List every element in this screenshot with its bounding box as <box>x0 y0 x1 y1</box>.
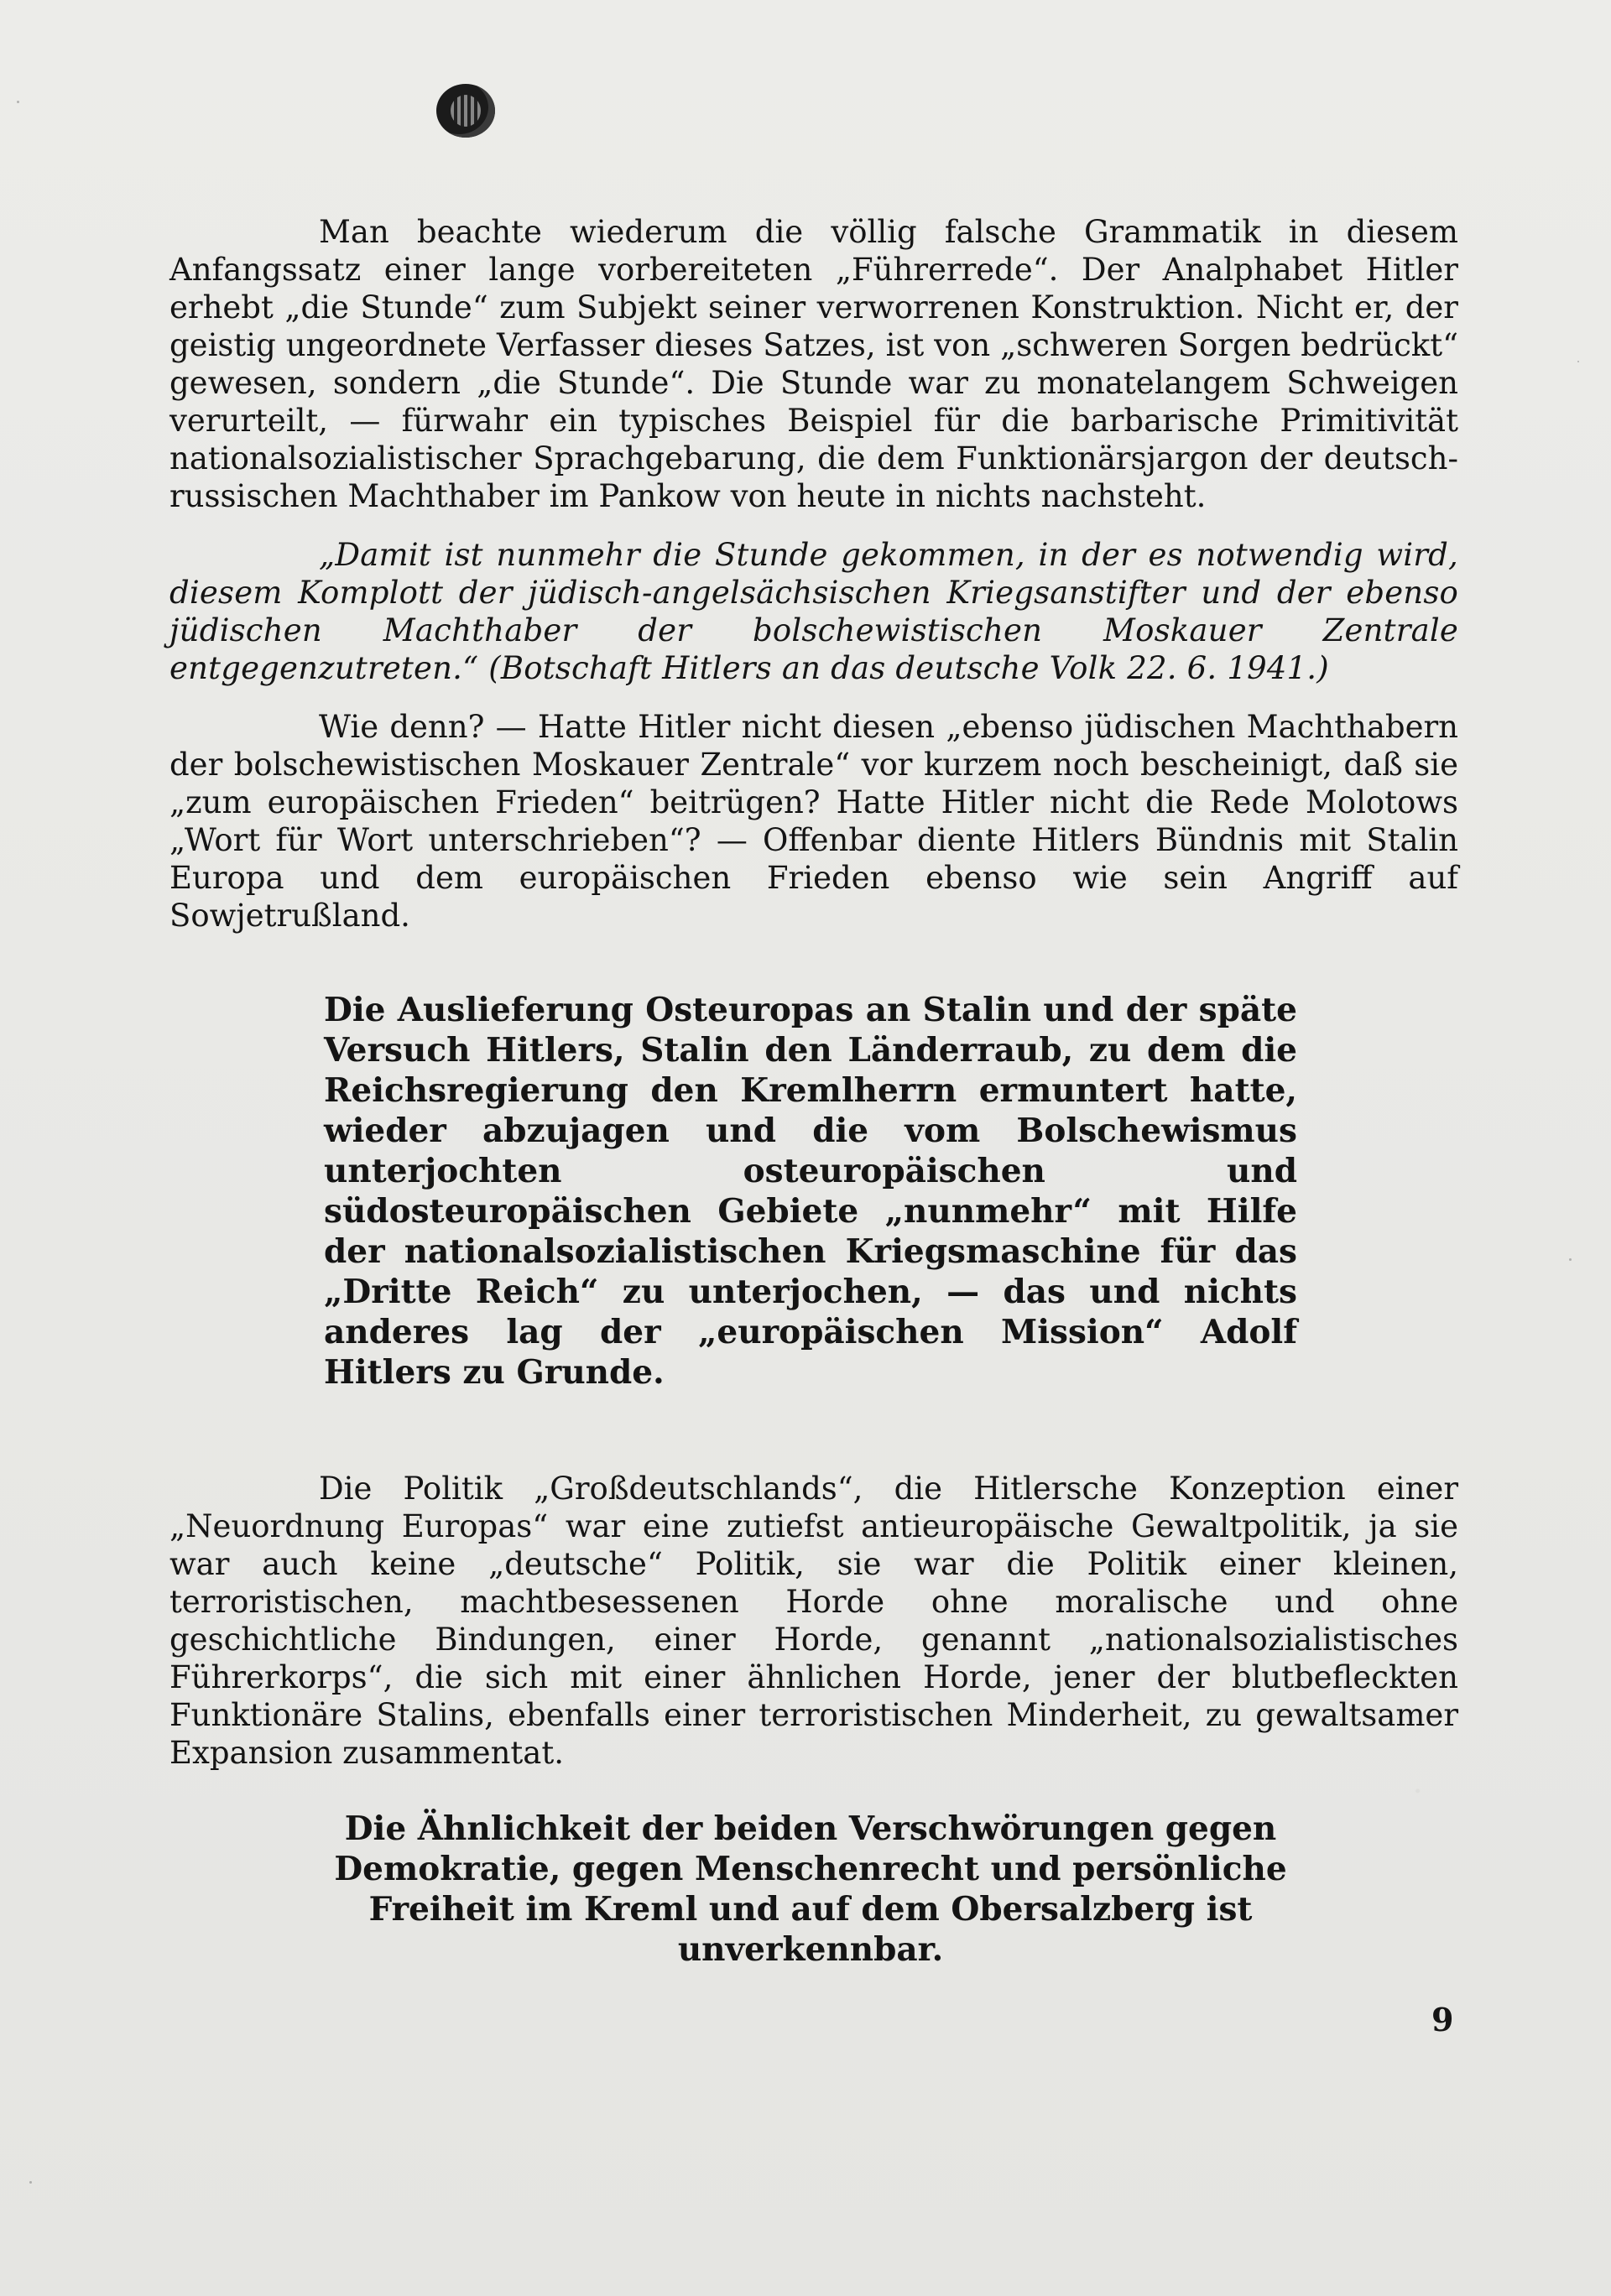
paper-speck <box>1569 1258 1572 1261</box>
paper-speck <box>1577 361 1579 362</box>
paper-speck <box>29 2181 32 2184</box>
document-body <box>169 213 1458 2002</box>
bold-paragraph-1: Die Auslieferung Osteuropas an Stalin und der späte Versuch Hitlers, Stalin den Länderraub, zu dem die Reichsregierung den Kremlherrn ermuntert hatte, wieder abzujagen und die vom Bolschewismus unterjochten osteuropäischen und südosteuropäischen Gebiete „nunmehr“ mit Hilfe der nationalsozialistischen Kriegsmaschine für das „Dritte Reich“ zu unterjochen, — das und nichts anderes lag der „europäischen Mission“ Adolf Hitlers zu Grunde. <box>324 991 1297 1392</box>
paper-speck <box>17 101 19 103</box>
paragraph-3: Wie denn? — Hatte Hitler nicht diesen „ebenso jüdischen Machthabern der bolschewistischen Moskauer Zentrale“ vor kurzem noch bescheinigt, daß sie „zum europäischen Frieden“ beitrügen? Hatte Hitler nicht die Rede Molotows „Wort für Wort unterschrieben“? — Offenbar diente Hitlers Bündnis mit Stalin Europa und dem europäischen Frieden ebenso wie sein Angriff auf Sowjetrußland. <box>169 709 1458 934</box>
quoted-paragraph: „Damit ist nunmehr die Stunde gekommen, in der es notwendig wird, diesem Komplott der jüdisch-angelsächsischen Kriegsanstifter und der ebenso jüdischen Machthaber der bolschewistischen Moskauer Zentrale entgegenzutreten.“ (Botschaft Hitlers an das deutsche Volk 22. 6. 1941.) <box>169 537 1458 686</box>
bold-conclusion: Die Ähnlichkeit der beiden Verschwörungen gegen Demokratie, gegen Menschenrecht und persönliche Freiheit im Kreml und auf dem Obersalzberg ist unverkennbar. <box>334 1809 1287 1969</box>
page-number: 9 <box>1431 2001 1454 2038</box>
paragraph-4: Die Politik „Großdeutschlands“, die Hitlersche Konzeption einer „Neuordnung Europas“ war eine zutiefst antieuropäische Gewaltpolitik, ja sie war auch keine „deutsche“ Politik, sie war die Politik einer kleinen, terroristischen, machtbesessenen Horde ohne moralische und ohne geschichtliche Bindungen, einer Horde, genannt „nationalsozialistisches Führerkorps“, die sich mit einer ähnlichen Horde, jener der blutbefleckten Funktionäre Stalins, ebenfalls einer terroristischen Minderheit, zu gewaltsamer Expansion zusammentat. <box>169 1471 1458 1771</box>
paragraph-1: Man beachte wiederum die völlig falsche Grammatik in diesem Anfangssatz einer lange vorbereiteten „Führerrede“. Der Analphabet Hitler erhebt „die Stunde“ zum Subjekt seiner verworrenen Konstruktion. Nicht er, der geistig ungeordnete Verfasser dieses Satzes, ist von „schweren Sorgen bedrückt“ gewesen, sondern „die Stunde“. Die Stunde war zu monatelangem Schweigen verurteilt, — fürwahr ein typisches Beispiel für die barbarische Primitivität nationalsozialistischer Sprachgebarung, die dem Funktionärsjargon der deutsch-russischen Machthaber im Pankow von heute in nichts nachsteht. <box>169 214 1458 514</box>
staple-mark <box>436 84 495 138</box>
